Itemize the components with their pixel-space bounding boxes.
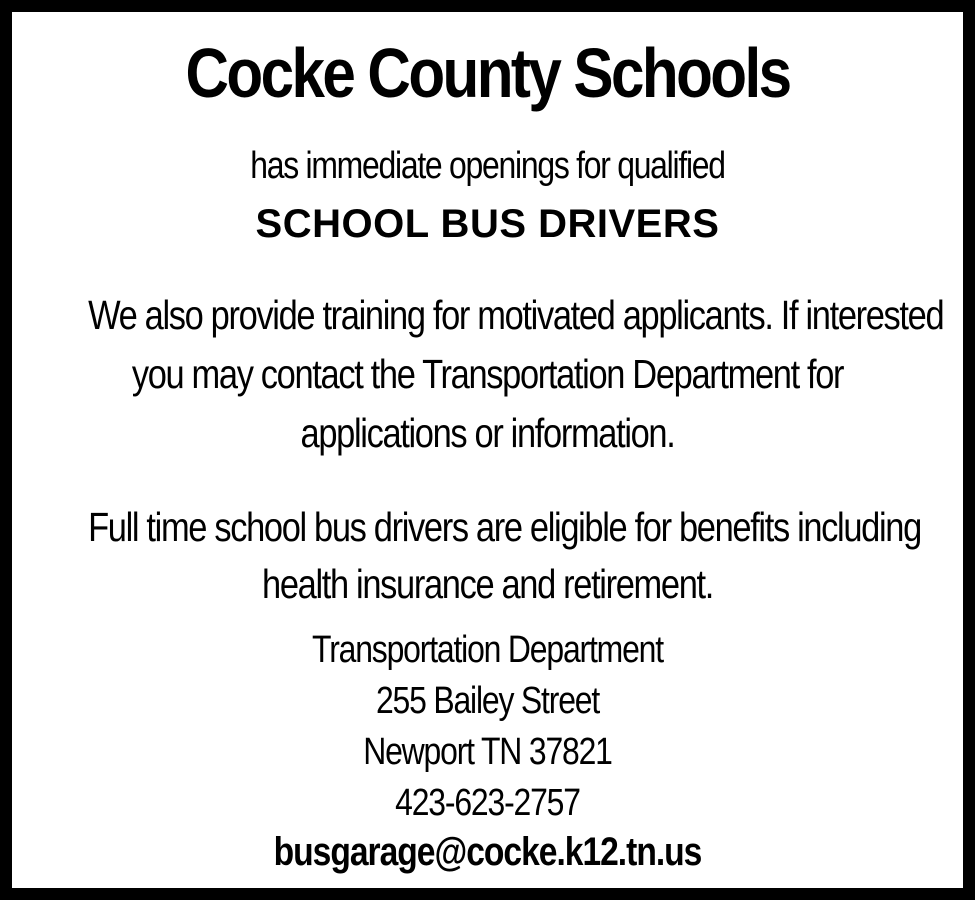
ad-title: Cocke County Schools xyxy=(185,34,790,112)
position-heading: SCHOOL BUS DRIVERS xyxy=(255,202,720,246)
contact-email: busgarage@cocke.k12.tn.us xyxy=(273,830,702,874)
training-paragraph-line: We also provide training for motivated applicants. If interested xyxy=(88,292,944,338)
benefits-paragraph-line: health insurance and retirement. xyxy=(262,561,713,607)
benefits-paragraph-line: Full time school bus drivers are eligible for benefits including xyxy=(88,504,921,550)
contact-phone: 423-623-2757 xyxy=(395,782,580,824)
ad-subtitle: has immediate openings for qualified xyxy=(250,145,725,187)
contact-department: Transportation Department xyxy=(312,629,663,671)
training-paragraph-line: applications or information. xyxy=(300,410,675,456)
training-paragraph-line: you may contact the Transportation Department for xyxy=(131,351,844,397)
contact-street: 255 Bailey Street xyxy=(375,680,600,722)
contact-city: Newport TN 37821 xyxy=(363,731,612,773)
